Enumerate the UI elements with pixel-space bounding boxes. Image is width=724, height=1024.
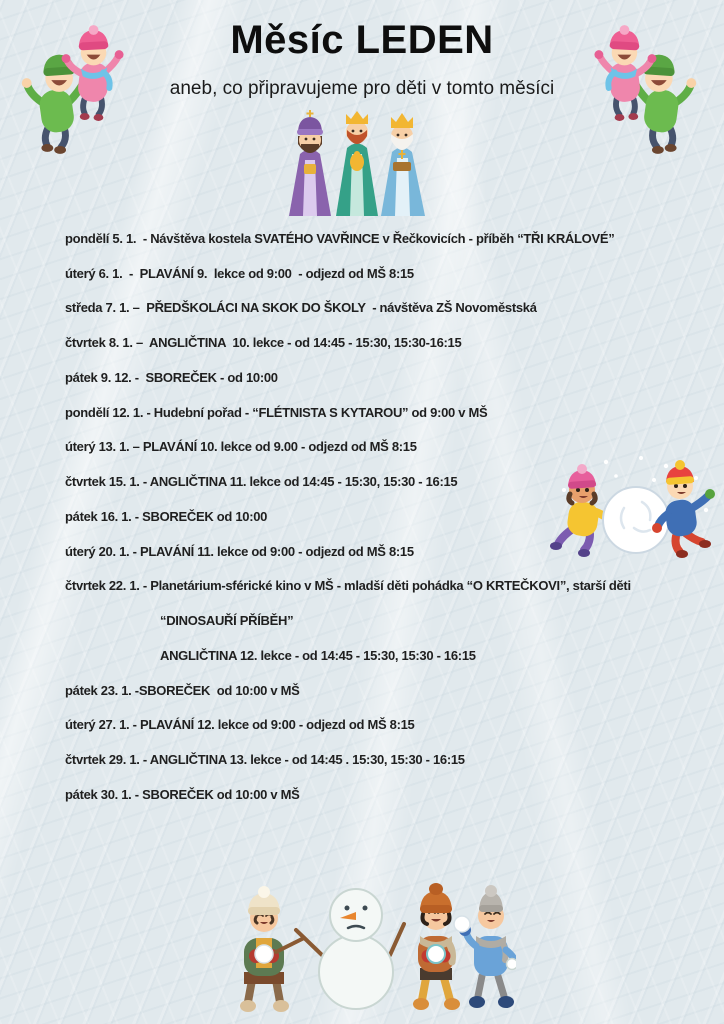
jumping-kids-illustration-left: [8, 22, 126, 154]
event-line: pondělí 12. 1. - Hudební pořad - “FLÉTNISTA S KYTAROU” od 9:00 v MŠ: [65, 404, 488, 420]
snowball-kids-illustration: [546, 450, 722, 560]
event-line: pátek 9. 12. - SBOREČEK - od 10:00: [65, 369, 278, 385]
event-line: úterý 27. 1. - PLAVÁNÍ 12. lekce od 9:00 - odjezd od MŠ 8:15: [65, 717, 415, 733]
blue-king: [381, 113, 425, 216]
event-line: pondělí 5. 1. - Návštěva kostela SVATÉHO VAVŘINCE v Řečkovicích - příběh “TŘI KRÁLOVÉ”: [65, 230, 615, 246]
jumping-kids-illustration-right: [592, 22, 710, 154]
snowman: [296, 889, 404, 1009]
event-line: čtvrtek 29. 1. - ANGLIČTINA 13. lekce - od 14:45 . 15:30, 15:30 - 16:15: [65, 752, 465, 768]
kid-green-jacket: [240, 886, 304, 1012]
event-line: pátek 30. 1. - SBOREČEK od 10:00 v MŠ: [65, 786, 300, 802]
event-line: úterý 6. 1. - PLAVÁNÍ 9. lekce od 9:00 - odjezd od MŠ 8:15: [65, 265, 414, 281]
event-line: úterý 20. 1. - PLAVÁNÍ 11. lekce od 9:00 - odjezd od MŠ 8:15: [65, 543, 414, 559]
page-title: Měsíc LEDEN: [230, 18, 494, 62]
three-kings-illustration: [281, 100, 433, 218]
event-line: ANGLIČTINA 12. lekce - od 14:45 - 15:30, 15:30 - 16:15: [160, 647, 476, 663]
page-subtitle: aneb, co připravujeme pro děti v tomto měsíci: [169, 78, 555, 99]
event-line: pátek 16. 1. - SBOREČEK od 10:00: [65, 508, 268, 524]
kid-orange-hat: [413, 883, 460, 1010]
event-line: čtvrtek 8. 1. – ANGLIČTINA 10. lekce - od 14:45 - 15:30, 15:30-16:15: [65, 335, 462, 351]
event-line: “DINOSAUŘÍ PŘÍBĚH”: [160, 613, 294, 629]
snowman-scene-illustration: [204, 860, 516, 1015]
kid-blue-sweater: [454, 885, 516, 1008]
purple-king: [289, 110, 331, 216]
event-line: pátek 23. 1. -SBOREČEK od 10:00 v MŠ: [65, 682, 300, 698]
event-line: čtvrtek 15. 1. - ANGLIČTINA 11. lekce od 14:45 - 15:30, 15:30 - 16:15: [65, 474, 458, 490]
event-line: úterý 13. 1. – PLAVÁNÍ 10. lekce od 9.00 - odjezd od MŠ 8:15: [65, 439, 417, 455]
event-line: středa 7. 1. – PŘEDŠKOLÁCI NA SKOK DO ŠKOLY - návštěva ZŠ Novoměstská: [65, 300, 537, 316]
event-line: čtvrtek 22. 1. - Planetárium-sférické kino v MŠ - mladší děti pohádka “O KRTEČKOVI”, starší děti: [65, 578, 631, 594]
green-king: [336, 111, 378, 216]
